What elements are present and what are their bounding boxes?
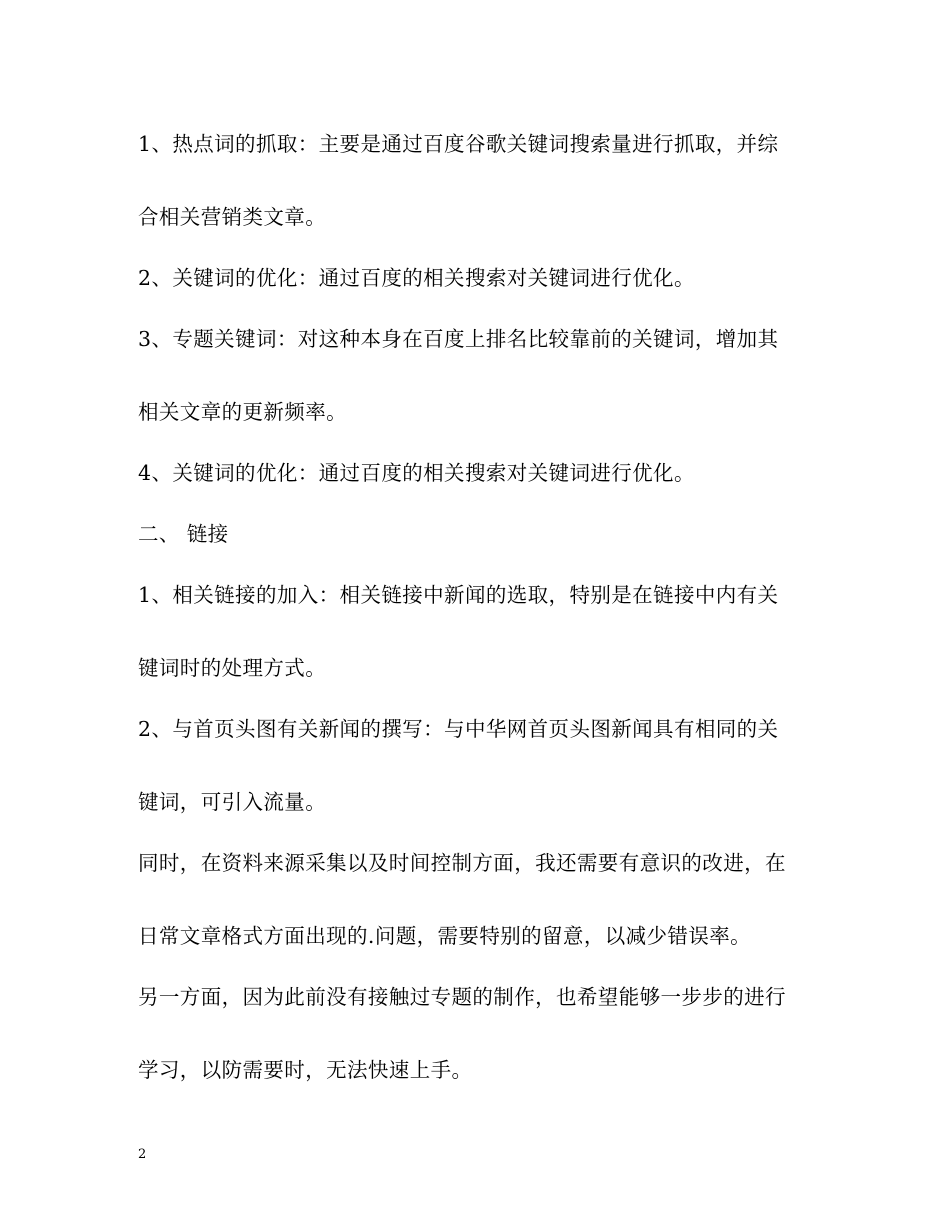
text-line-12: 同时，在资料来源采集以及时间控制方面，我还需要有意识的改进，在 xyxy=(138,851,786,875)
text-line-1: 1、热点词的抓取：主要是通过百度谷歌关键词搜索量进行抓取，并综 xyxy=(138,132,779,156)
section-heading: 二、 链接 xyxy=(138,522,229,546)
page-number: 2 xyxy=(138,1147,147,1162)
text-line-3: 2、关键词的优化：通过百度的相关搜索对关键词进行优化。 xyxy=(138,266,695,290)
text-line-6: 4、关键词的优化：通过百度的相关搜索对关键词进行优化。 xyxy=(138,461,695,485)
text-line-10: 2、与首页头图有关新闻的撰写：与中华网首页头图新闻具有相同的关 xyxy=(138,717,779,741)
text-line-4: 3、专题关键词：对这种本身在百度上排名比较靠前的关键词，增加其 xyxy=(138,327,779,351)
text-line-14: 另一方面，因为此前没有接触过专题的制作，也希望能够一步步的进行 xyxy=(138,985,786,1009)
text-line-2: 合相关营销类文章。 xyxy=(138,205,327,229)
text-line-5: 相关文章的更新频率。 xyxy=(138,400,347,424)
text-line-13: 日常文章格式方面出现的.问题，需要特别的留意，以减少错误率。 xyxy=(138,924,752,948)
text-line-9: 键词时的处理方式。 xyxy=(138,656,327,680)
text-line-11: 键词，可引入流量。 xyxy=(138,790,327,814)
text-line-8: 1、相关链接的加入：相关链接中新闻的选取，特别是在链接中内有关 xyxy=(138,583,779,607)
text-line-15: 学习，以防需要时，无法快速上手。 xyxy=(138,1058,473,1082)
